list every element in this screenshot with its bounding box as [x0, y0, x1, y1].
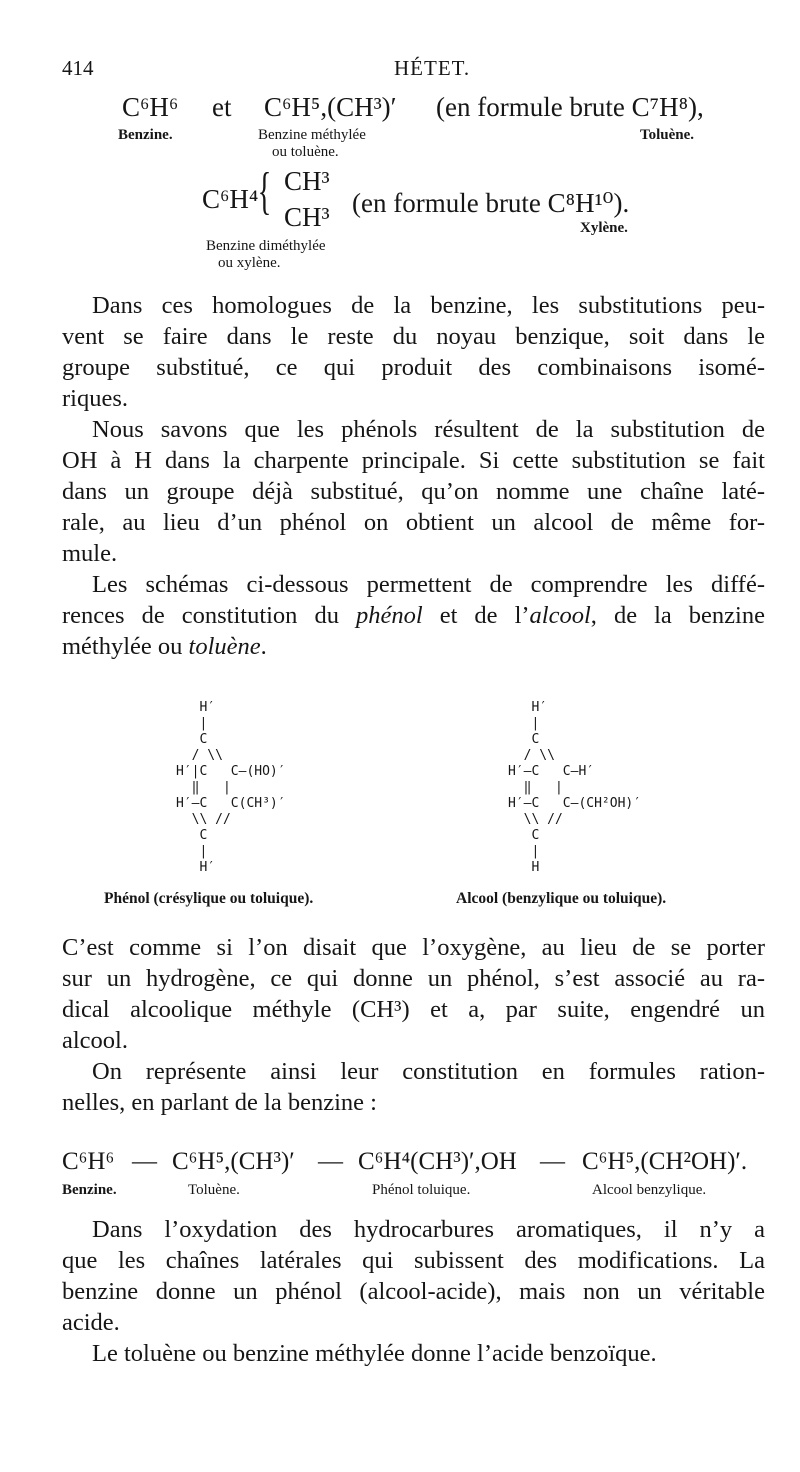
body-text-upper — [62, 290, 765, 662]
caption-phenol: Phénol (crésylique ou toluique). — [104, 890, 314, 907]
structure-line: | — [176, 716, 208, 731]
formula-benzine-methylee: C⁶H⁵,(CH³)′ — [264, 92, 397, 122]
dash: — — [540, 1148, 565, 1175]
body-text-lower — [62, 1214, 765, 1369]
text-line: C’est comme si l’on disait que l’oxygène, au lieu de se porter — [62, 934, 765, 961]
text-line: mule. — [62, 540, 118, 567]
formula-c6h4: C⁶H⁴ — [202, 184, 259, 214]
text-line: que les chaînes latérales qui subissent des modifications. La — [62, 1247, 765, 1274]
text-line: Dans l’oxydation des hydrocarbures aromatiques, il n’y a — [92, 1216, 765, 1243]
text-line: Nous savons que les phénols résultent de la substitution de — [92, 416, 765, 443]
structure-line: H′|C C—(HO)′ — [176, 764, 286, 779]
structure-line: / \\ — [508, 748, 555, 763]
rational-phenol: C⁶H⁴(CH³)′,OH — [358, 1148, 517, 1175]
caption-ou-toluene: ou toluène. — [272, 144, 339, 160]
structure-line: ‖ | — [176, 780, 231, 795]
structure-line: ‖ | — [508, 780, 563, 795]
text-line: Les schémas ci-dessous permettent de comprendre les diffé- — [92, 571, 765, 598]
formula-benzine: C⁶H⁶ — [122, 92, 179, 122]
structure-line: C — [176, 828, 208, 843]
structure-line: H′ — [176, 860, 216, 875]
structure-line: C — [176, 732, 208, 747]
text-line: benzine donne un phénol (alcool-acide), mais non un véritable — [62, 1278, 765, 1305]
paragraph-oxygene — [62, 932, 765, 1056]
text-line: acide. — [62, 1309, 120, 1336]
text-line: dical alcoolique méthyle (CH³) et a, par suite, engendré un — [62, 996, 765, 1023]
structure-line: \\ // — [176, 812, 231, 827]
caption-rational-benzine: Benzine. — [62, 1182, 117, 1198]
rational-benzine: C⁶H⁶ — [62, 1148, 115, 1175]
running-title: HÉTET. — [394, 56, 471, 80]
text-line: rences de constitution du phénol et de l’alcool, de la benzine — [62, 602, 765, 629]
structure-line: C — [508, 732, 540, 747]
text-line: sur un hydrogène, ce qui donne un phénol, s’est associé au ra- — [62, 965, 765, 992]
paragraph-schemas — [62, 569, 765, 662]
text-line: OH à H dans la charpente principale. Si cette substitution se fait — [62, 447, 765, 474]
conjunction-et: et — [212, 92, 232, 122]
caption-alcool: Alcool (benzylique ou toluique). — [456, 890, 667, 907]
caption-rational-toluene: Toluène. — [188, 1182, 240, 1198]
caption-xylene: Xylène. — [580, 220, 628, 236]
body-text-middle — [62, 932, 765, 1118]
substituent-ch3-2: CH³ — [284, 202, 330, 232]
paragraph-homologues — [62, 290, 765, 414]
rational-alcool: C⁶H⁵,(CH²OH)′. — [582, 1148, 748, 1175]
paragraph-rationnelles — [62, 1056, 765, 1118]
caption-benzine-methylee: Benzine méthylée — [258, 127, 366, 143]
structure-line: H′—C C—H′ — [508, 764, 595, 779]
structure-line: | — [508, 844, 540, 859]
formula-brute-xylene: (en formule brute C⁸H¹⁰). — [352, 188, 630, 218]
text-line: alcool. — [62, 1027, 128, 1054]
substituent-ch3-1: CH³ — [284, 166, 330, 196]
paragraph-phenols — [62, 414, 765, 569]
text-line: Le toluène ou benzine méthylée donne l’acide benzoïque. — [92, 1340, 657, 1367]
formula-brute-toluene: (en formule brute C⁷H⁸), — [436, 92, 704, 122]
caption-rational-alcool: Alcool benzylique. — [592, 1182, 707, 1198]
caption-ou-xylene: ou xylène. — [218, 255, 281, 271]
text-line: méthylée ou toluène. — [62, 633, 267, 660]
text-line: On représente ainsi leur constitution en formules ration- — [92, 1058, 765, 1085]
structure-line: H — [508, 860, 540, 875]
structure-line: / \\ — [176, 748, 223, 763]
structure-line: \\ // — [508, 812, 563, 827]
page-number: 414 — [62, 56, 94, 80]
text-line: vent se faire dans le reste du noyau benzique, soit dans le — [62, 323, 765, 350]
caption-toluene: Toluène. — [640, 127, 695, 143]
text-line: dans un groupe déjà substitué, qu’on nomme une chaîne laté- — [62, 478, 765, 505]
dash: — — [318, 1148, 343, 1175]
caption-benzine: Benzine. — [118, 127, 173, 143]
dash: — — [132, 1148, 157, 1175]
caption-benzine-dimethylee: Benzine diméthylée — [206, 238, 326, 254]
rational-toluene: C⁶H⁵,(CH³)′ — [172, 1148, 295, 1175]
brace-icon: { — [257, 163, 272, 220]
structure-line: | — [176, 844, 208, 859]
text-line: rale, au lieu d’un phénol on obtient un alcool de même for- — [62, 509, 765, 536]
text-line: Dans ces homologues de la benzine, les substitutions peu- — [92, 292, 765, 319]
structure-line: | — [508, 716, 540, 731]
structure-line: H′ — [508, 700, 548, 715]
structure-line: H′ — [176, 700, 216, 715]
structure-line: H′—C C—(CH²OH)′ — [508, 796, 642, 811]
paragraph-oxydation — [62, 1214, 765, 1338]
caption-rational-phenol: Phénol toluique. — [372, 1182, 471, 1198]
structure-line: H′—C C(CH³)′ — [176, 796, 286, 811]
paragraph-toluene — [62, 1338, 765, 1369]
text-line: groupe substitué, ce qui produit des combinaisons isomé- — [62, 354, 765, 381]
structure-line: C — [508, 828, 540, 843]
text-line: nelles, en parlant de la benzine : — [62, 1089, 377, 1116]
text-line: riques. — [62, 385, 128, 412]
